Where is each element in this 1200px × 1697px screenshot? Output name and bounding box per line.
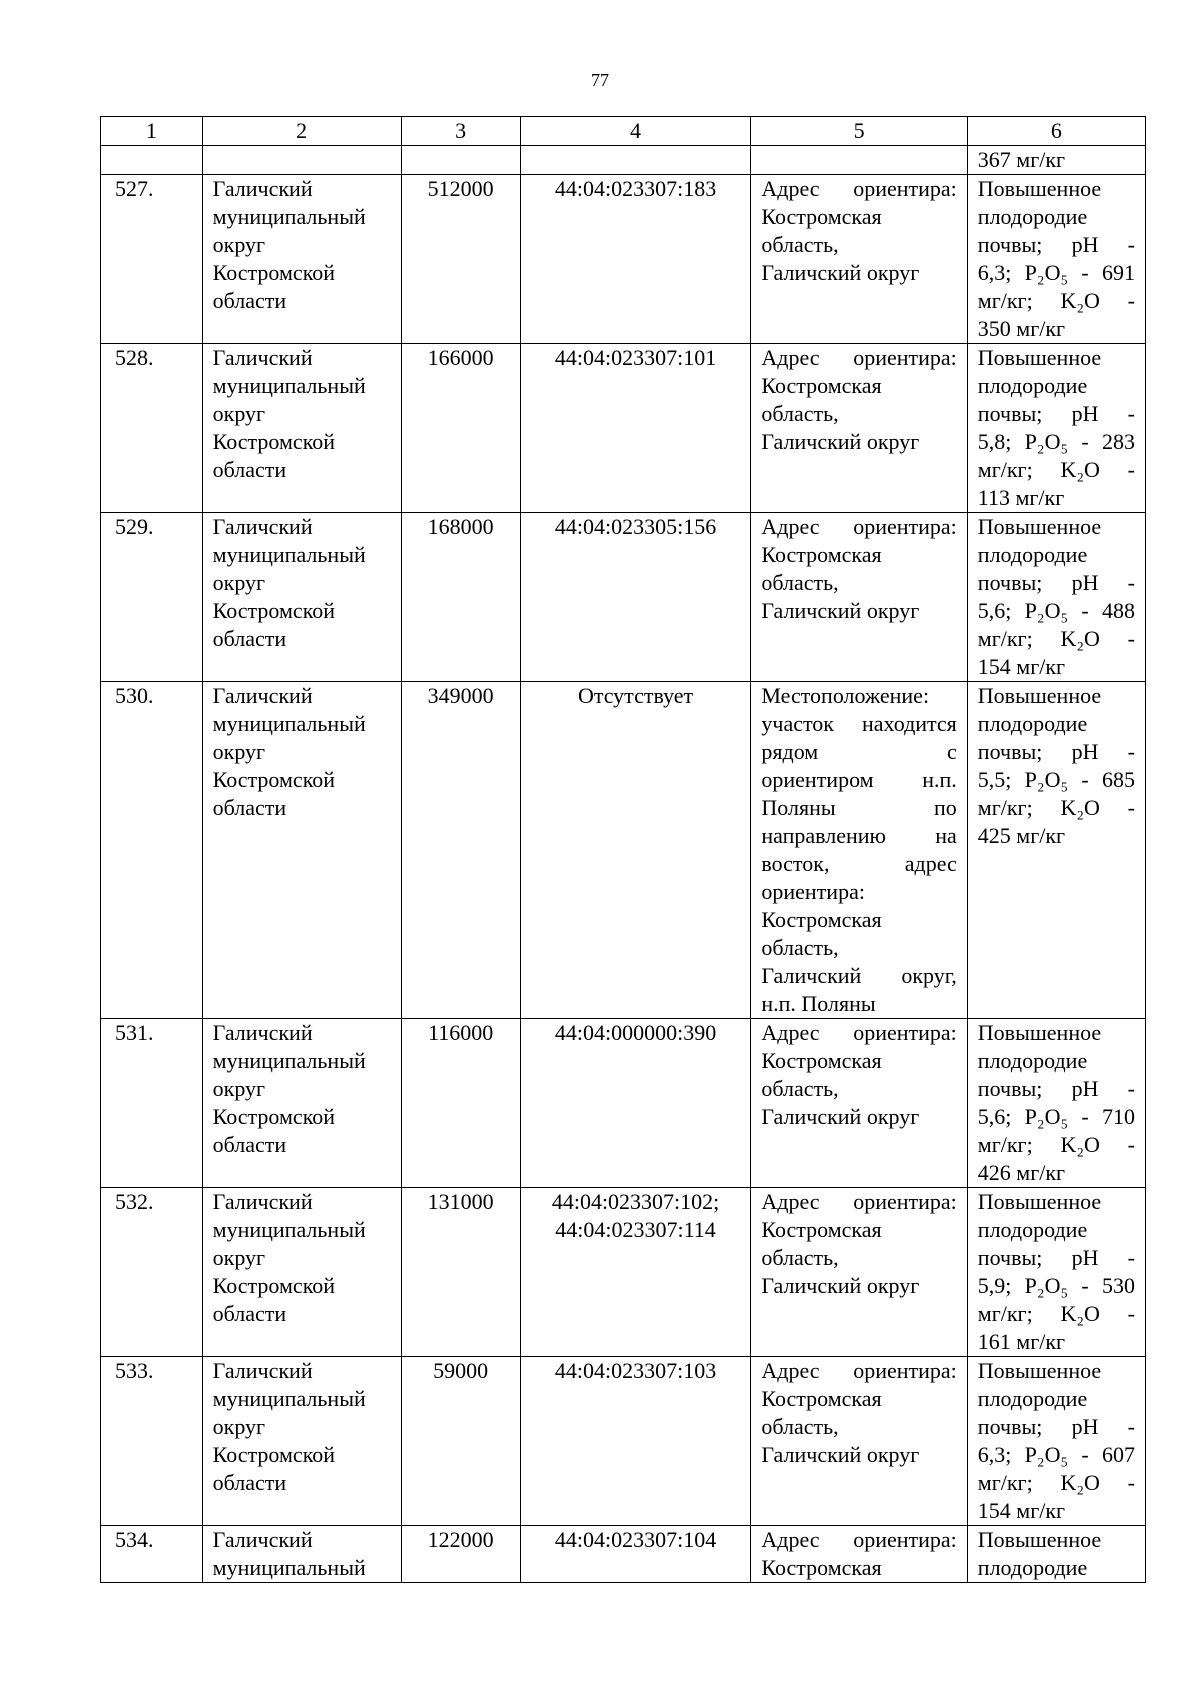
cadastral-number-cell: [520, 1188, 751, 1357]
district-line: округ: [212, 401, 266, 426]
table-row: [101, 682, 1146, 1019]
district-line: Галичский: [212, 514, 313, 539]
district-line: муниципальный: [212, 204, 366, 229]
fertility-line: почвы; pH -: [977, 739, 1135, 764]
district-line: муниципальный: [212, 1048, 366, 1073]
page-number: 77: [591, 70, 609, 90]
row-number-cell: 529.: [101, 513, 203, 682]
district-line: муниципальный: [212, 373, 366, 398]
fertility-line: плодородие: [977, 1217, 1088, 1242]
address-line: Галичский округ,: [761, 963, 957, 988]
district-line: Галичский: [212, 683, 313, 708]
column-number-header: 3: [401, 117, 520, 146]
address-line: Галичский округ: [761, 260, 920, 285]
fertility-line: почвы; pH -: [977, 570, 1135, 595]
district-cell: [202, 1526, 401, 1583]
fertility-line: 161 мг/кг: [977, 1329, 1066, 1354]
carryover-cell: [751, 146, 967, 175]
area-cell: 131000: [401, 1188, 520, 1357]
address-cell: [751, 1526, 967, 1583]
cadastral-line: 44:04:023307:101: [554, 345, 717, 370]
fertility-line: мг/кг; K₂O -: [977, 795, 1135, 820]
fertility-line: мг/кг; K₂O -: [977, 626, 1135, 651]
fertility-line: плодородие: [977, 1386, 1088, 1411]
address-cell: [751, 1188, 967, 1357]
address-line: н.п. Поляны: [761, 991, 876, 1016]
address-line: Адрес ориентира:: [761, 176, 957, 201]
cadastral-number-cell: [520, 1526, 751, 1583]
district-line: Костромской: [212, 1273, 336, 1298]
district-line: Костромской: [212, 260, 336, 285]
carryover-cell: [101, 146, 203, 175]
district-line: Галичский: [212, 1189, 313, 1214]
address-cell: [751, 175, 967, 344]
fertility-line: почвы; pH -: [977, 1414, 1135, 1439]
fertility-line: плодородие: [977, 204, 1088, 229]
cadastral-number-cell: [520, 1019, 751, 1188]
address-line: Адрес ориентира:: [761, 1189, 957, 1214]
area-cell: 349000: [401, 682, 520, 1019]
district-line: округ: [212, 1414, 266, 1439]
carryover-cell: [401, 146, 520, 175]
fertility-line: 113 мг/кг: [977, 485, 1065, 510]
district-cell: [202, 344, 401, 513]
fertility-cell: [967, 682, 1145, 1019]
table-row: [101, 1188, 1146, 1357]
fertility-line: 5,6; P₂O₅ - 710: [977, 1104, 1135, 1129]
fertility-line: Повышенное: [977, 1020, 1102, 1045]
address-line: Адрес ориентира:: [761, 514, 957, 539]
area-cell: 168000: [401, 513, 520, 682]
row-number-cell: 533.: [101, 1357, 203, 1526]
column-number-row: [101, 117, 1146, 146]
fertility-line: плодородие: [977, 1048, 1088, 1073]
address-cell: [751, 513, 967, 682]
fertility-line: Повышенное: [977, 1527, 1102, 1552]
carryover-cell: [202, 146, 401, 175]
address-line: Костромская: [761, 1555, 882, 1580]
district-line: области: [212, 1132, 287, 1157]
fertility-line: Повышенное: [977, 1189, 1102, 1214]
column-number-header: 6: [967, 117, 1145, 146]
district-line: муниципальный: [212, 1386, 366, 1411]
district-cell: [202, 682, 401, 1019]
fertility-line: мг/кг; K₂O -: [977, 1132, 1135, 1157]
table-row: [101, 175, 1146, 344]
fertility-line: мг/кг; K₂O -: [977, 1470, 1135, 1495]
address-line: область,: [761, 935, 839, 960]
fertility-cell: [967, 1188, 1145, 1357]
fertility-line: Повышенное: [977, 683, 1102, 708]
district-line: округ: [212, 570, 266, 595]
address-line: Костромская: [761, 1217, 882, 1242]
district-line: Галичский: [212, 1358, 313, 1383]
address-line: ориентира:: [761, 879, 865, 904]
address-line: направлению на: [761, 823, 957, 848]
cadastral-number-cell: [520, 513, 751, 682]
address-line: Костромская: [761, 204, 882, 229]
district-line: муниципальный: [212, 542, 366, 567]
cadastral-number-cell: [520, 1357, 751, 1526]
district-line: Галичский: [212, 345, 313, 370]
column-number-header: 1: [101, 117, 203, 146]
district-cell: [202, 1357, 401, 1526]
row-number-cell: 532.: [101, 1188, 203, 1357]
cadastral-line: Отсутствует: [577, 683, 694, 708]
address-cell: [751, 682, 967, 1019]
cadastral-number-cell: [520, 175, 751, 344]
district-line: области: [212, 288, 287, 313]
column-number-header: 2: [202, 117, 401, 146]
fertility-cell: [967, 344, 1145, 513]
fertility-line: 425 мг/кг: [977, 823, 1066, 848]
area-cell: 59000: [401, 1357, 520, 1526]
district-line: области: [212, 1470, 287, 1495]
address-cell: [751, 1019, 967, 1188]
address-line: область,: [761, 1076, 839, 1101]
table-row: [101, 513, 1146, 682]
address-line: Галичский округ: [761, 1442, 920, 1467]
address-line: восток, адрес: [761, 851, 957, 876]
address-line: область,: [761, 1414, 839, 1439]
district-line: округ: [212, 739, 266, 764]
district-line: округ: [212, 1076, 266, 1101]
cadastral-line: 44:04:023307:114: [555, 1217, 716, 1242]
carryover-cell: [520, 146, 751, 175]
fertility-line: Повышенное: [977, 345, 1102, 370]
fertility-line: Повышенное: [977, 176, 1102, 201]
district-cell: [202, 175, 401, 344]
address-line: Костромская: [761, 1048, 882, 1073]
district-line: Костромской: [212, 767, 336, 792]
cadastral-line: 44:04:023307:103: [554, 1358, 717, 1383]
fertility-line: 6,3; P₂O₅ - 691: [977, 260, 1135, 285]
fertility-line: мг/кг; K₂O -: [977, 288, 1135, 313]
table-row: [101, 1357, 1146, 1526]
district-line: Костромской: [212, 1442, 336, 1467]
fertility-line: плодородие: [977, 542, 1088, 567]
carryover-row: [101, 146, 1146, 175]
district-cell: [202, 1188, 401, 1357]
row-number-cell: 530.: [101, 682, 203, 1019]
cadastral-number-cell: [520, 682, 751, 1019]
fertility-line: почвы; pH -: [977, 1076, 1135, 1101]
cadastral-line: 44:04:023305:156: [554, 514, 717, 539]
cadastral-line: 44:04:023307:102;: [551, 1189, 720, 1214]
address-cell: [751, 1357, 967, 1526]
fertility-line: 426 мг/кг: [977, 1160, 1066, 1185]
address-line: Поляны по: [761, 795, 957, 820]
row-number-cell: 527.: [101, 175, 203, 344]
district-line: области: [212, 1301, 287, 1326]
fertility-line: 350 мг/кг: [977, 316, 1066, 341]
fertility-line: Повышенное: [977, 1358, 1102, 1383]
address-line: Галичский округ: [761, 1273, 920, 1298]
district-line: области: [212, 457, 287, 482]
address-line: Адрес ориентира:: [761, 345, 957, 370]
address-line: Костромская: [761, 1386, 882, 1411]
fertility-line: 5,5; P₂O₅ - 685: [977, 767, 1135, 792]
land-plots-table: [100, 116, 1146, 1583]
address-line: ориентиром н.п.: [761, 767, 957, 792]
fertility-cell: [967, 175, 1145, 344]
district-line: области: [212, 795, 287, 820]
address-line: Местоположение:: [761, 683, 930, 708]
district-line: Галичский: [212, 1020, 313, 1045]
address-line: Галичский округ: [761, 598, 920, 623]
area-cell: 122000: [401, 1526, 520, 1583]
row-number-cell: 531.: [101, 1019, 203, 1188]
cadastral-line: 44:04:000000:390: [554, 1020, 717, 1045]
district-line: Галичский: [212, 176, 313, 201]
fertility-cell: [967, 1526, 1145, 1583]
fertility-line: почвы; pH -: [977, 232, 1135, 257]
address-line: область,: [761, 570, 839, 595]
cadastral-number-cell: [520, 344, 751, 513]
address-line: Адрес ориентира:: [761, 1358, 957, 1383]
area-cell: 512000: [401, 175, 520, 344]
cadastral-line: 44:04:023307:183: [554, 176, 717, 201]
fertility-line: 154 мг/кг: [977, 654, 1066, 679]
fertility-line: 6,3; P₂O₅ - 607: [977, 1442, 1135, 1467]
address-line: область,: [761, 232, 839, 257]
district-line: Костромской: [212, 429, 336, 454]
fertility-line: 5,8; P₂O₅ - 283: [977, 429, 1135, 454]
district-cell: [202, 513, 401, 682]
area-cell: 116000: [401, 1019, 520, 1188]
fertility-line: почвы; pH -: [977, 401, 1135, 426]
district-line: муниципальный: [212, 711, 366, 736]
address-line: Галичский округ: [761, 429, 920, 454]
fertility-line: почвы; pH -: [977, 1245, 1135, 1270]
fertility-line: 5,6; P₂O₅ - 488: [977, 598, 1135, 623]
table-row: [101, 344, 1146, 513]
address-line: Галичский округ: [761, 1104, 920, 1129]
address-cell: [751, 344, 967, 513]
fertility-line: плодородие: [977, 373, 1088, 398]
table-row: [101, 1019, 1146, 1188]
address-line: Костромская: [761, 373, 882, 398]
address-line: Адрес ориентира:: [761, 1527, 957, 1552]
fertility-line: мг/кг; K₂O -: [977, 1301, 1135, 1326]
fertility-line: 5,9; P₂O₅ - 530: [977, 1273, 1135, 1298]
address-line: область,: [761, 1245, 839, 1270]
address-line: рядом с: [761, 739, 957, 764]
district-line: Костромской: [212, 1104, 336, 1129]
cadastral-line: 44:04:023307:104: [554, 1527, 717, 1552]
district-line: округ: [212, 232, 266, 257]
row-number-cell: 528.: [101, 344, 203, 513]
district-cell: [202, 1019, 401, 1188]
address-line: участок находится: [761, 711, 957, 736]
address-line: Костромская: [761, 907, 882, 932]
address-line: Адрес ориентира:: [761, 1020, 957, 1045]
district-line: муниципальный: [212, 1217, 366, 1242]
fertility-line: 154 мг/кг: [977, 1498, 1066, 1523]
fertility-cell: [967, 513, 1145, 682]
district-line: Костромской: [212, 598, 336, 623]
column-number-header: 5: [751, 117, 967, 146]
table-row: [101, 1526, 1146, 1583]
district-line: Галичский: [212, 1527, 313, 1552]
column-number-header: 4: [520, 117, 751, 146]
fertility-cell: [967, 1019, 1145, 1188]
fertility-line: мг/кг; K₂O -: [977, 457, 1135, 482]
fertility-line: плодородие: [977, 1555, 1088, 1580]
address-line: Костромская: [761, 542, 882, 567]
row-number-cell: 534.: [101, 1526, 203, 1583]
district-line: округ: [212, 1245, 266, 1270]
district-line: области: [212, 626, 287, 651]
address-line: область,: [761, 401, 839, 426]
fertility-line: плодородие: [977, 711, 1088, 736]
fertility-cell: [967, 1357, 1145, 1526]
district-line: муниципальный: [212, 1555, 366, 1580]
area-cell: 166000: [401, 344, 520, 513]
carryover-fertility-cell: 367 мг/кг: [967, 146, 1145, 175]
fertility-line: Повышенное: [977, 514, 1102, 539]
